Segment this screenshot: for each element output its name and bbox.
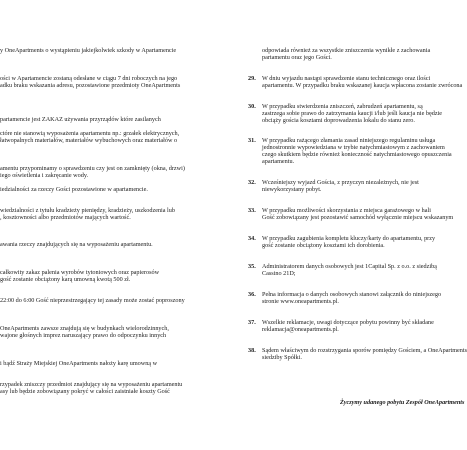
clause-line: partamentu oraz jego Gości. <box>262 54 332 61</box>
clause-line: Gość zobowiązany jest pozostawić samochód wyłącznie miejscu wskazanym <box>262 214 454 221</box>
paragraph-line: iego oświetlenia i zakręcanie wody. <box>0 172 89 179</box>
clause-line: Wcześniejszy wyjazd Gościa, z przyczyn niezależnych, nie jest <box>262 179 419 186</box>
clause-line: odpowiada również za wszystkie zniszczenia wynikłe z zachowania <box>262 47 431 54</box>
paragraph-line: y OneApartments o wystąpieniu jakiejkolwiek szkody w Apartamencie <box>0 47 177 54</box>
clause-number: 31. <box>248 137 256 144</box>
paragraph-line: całkowity zakaz palenia wyrobów tytoniowych oraz papierosów <box>0 269 160 276</box>
clause-number: 29. <box>248 75 256 82</box>
clause-line: reklamacja@oneapartments.pl. <box>262 326 339 333</box>
clause-number: 33. <box>248 207 256 214</box>
paragraph-line: ctóre nie stanowią wyposażenia apartamentu np.: grzałek elektrycznych, <box>0 130 180 137</box>
clause-line: W przypadku stwierdzenia zniszczeń, zabrudzeń apartamentu, są <box>262 103 423 110</box>
clause-line: zastrzega sobie prawo do zatrzymania kaucji i/lub jeśli kaucja nie będzie <box>262 110 443 117</box>
paragraph-line: wajone głośnych imprez naruszający prawo do odpoczynku innych <box>0 332 167 339</box>
clause-line: Administratorem danych osobowych jest 1Capital Sp. z o.o. z siedzibą <box>262 263 437 270</box>
paragraph-line: iedzialności za rzeczy Gości pozostawione w apartamencie. <box>0 186 148 193</box>
clause-line: Pełna informacja o danych osobowych stanowi załącznik do niniejszego <box>262 291 442 298</box>
clause-line: obciąży gościa kosztami doprowadzenia lokalu do stanu zero. <box>262 117 415 124</box>
paragraph-line: partamencie jest ZAKAZ używania przyrządów które zasilanych <box>0 116 161 123</box>
clause-line: czego skutkiem będzie również konieczność natychmiastowego opuszczenia <box>262 151 452 158</box>
paragraph-line: amentu przypominamy o sprawdzeniu czy jest on zamknięty (okna, drzwi) <box>0 165 185 172</box>
paragraph-line: łatwopalnych materiałów, materiałów wybuchowych oraz materiałów o <box>0 137 178 144</box>
paragraph-line: ości w Apartamencie zostaną odesłane w ciągu 7 dni roboczych na jego <box>0 75 178 82</box>
clause-line: W przypadku możliwości skorzystania z miejsca garażowego w hali <box>262 207 431 214</box>
paragraph-line: , kosztowności albo przedmiotów mających wartość. <box>0 214 131 221</box>
clause-number: 37. <box>248 319 256 326</box>
paragraph-line: 22:00 do 6:00 Gość nieprzestrzegający tej zasady może zostać poproszony <box>0 297 185 304</box>
clause-line: niewykorzystany pobyt. <box>262 186 322 193</box>
clause-line: W przypadku rażącego złamania zasad niniejszego regulaminu usługa <box>262 137 436 144</box>
clause-number: 38. <box>248 347 256 354</box>
clause-number: 30. <box>248 103 256 110</box>
clause-line: Wszelkie reklamacje, uwagi dotyczące pobytu powinny być składane <box>262 319 434 326</box>
clause-number: 32. <box>248 179 256 186</box>
paragraph-line: awania rzeczy znajdujących się na wyposażeniu apartamentu. <box>0 241 153 248</box>
clause-line: siedziby Spółki. <box>262 354 302 361</box>
clause-line: gość zostanie obciążony kosztami ich dorobienia. <box>262 242 385 249</box>
paragraph-line: asy lub będzie zobowiązany pokryć w całości zaistniałe koszty Gość <box>0 388 170 395</box>
closing-signature: Życzymy udanego pobytu Zespół OneApartments <box>340 399 465 406</box>
paragraph-line: rzypadek zniszczy przedmiot znajdujący się na wyposażeniu apartamentu <box>0 381 183 388</box>
clause-line: Sądem właściwym do rozstrzygania sporów pomiędzy Gościem, a OneApartments <box>262 347 467 354</box>
paragraph-line: i bądź Straży Miejskiej OneApartments nałoży karę umowną w <box>0 360 158 367</box>
clause-line: jednostronnie wypowiedziana w trybie natychmiastowym z zachowaniem <box>262 144 445 151</box>
clause-number: 36. <box>248 291 256 298</box>
clause-number: 34. <box>248 235 256 242</box>
paragraph-line: gość zostanie obciążony karą umowną kwotą 500 zł. <box>0 276 131 283</box>
paragraph-line: adku braku wskazania adresu, pozostawione przedmioty OneApartments <box>0 82 181 89</box>
clause-line: stronie www.oneapartments.pl. <box>262 298 339 305</box>
paragraph-line: wiedzialności z tytułu kradzieży pieniędzy, kradzieży, uszkodzenia lub <box>0 207 175 214</box>
clause-line: apartamentu. W przypadku braku wskazanej kaucja wpłacona zostanie zwrócona <box>262 82 463 89</box>
clause-line: Cassino 21D; <box>262 270 296 277</box>
clause-number: 35. <box>248 263 256 270</box>
paragraph-line: OneApartments zawsze znajdują się w budynkach wielorodzinnych, <box>0 325 169 332</box>
clause-line: apartamentu. <box>262 158 295 165</box>
clause-line: W przypadku zagubienia kompletu kluczy/karty do apartamentu, przy <box>262 235 436 242</box>
clause-line: W dniu wyjazdu nastąpi sprawdzenie stanu technicznego oraz ilości <box>262 75 431 82</box>
